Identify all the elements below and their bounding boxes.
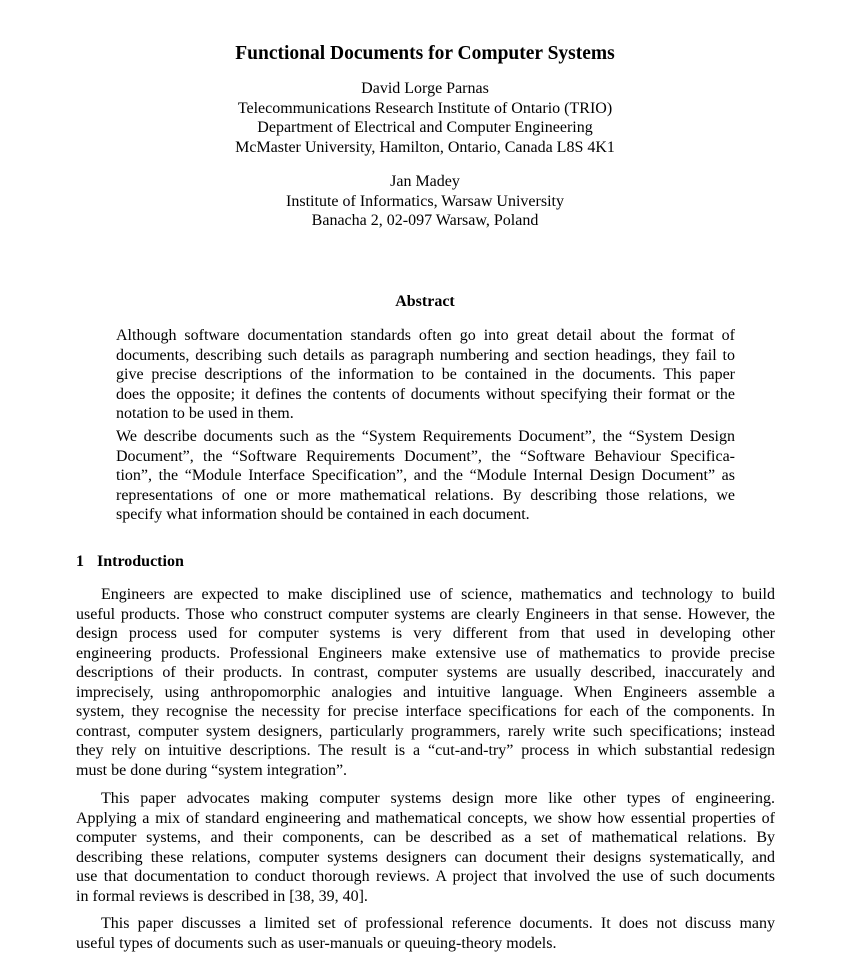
text-line: notation to be used in them. — [116, 405, 294, 422]
text-line: This paper advocates making computer systems design more like other types of engineering. — [101, 790, 775, 807]
text-line: does the opposite; it defines the contents of documents without specifying their format or the — [116, 385, 735, 403]
text-line: contrast, computer system designers, particularly programmers, rarely write such specifications; instead — [76, 722, 775, 740]
text-line: useful types of documents such as user-manuals or queuing-theory models. — [76, 934, 557, 952]
body-paragraph — [76, 914, 775, 953]
author-name: David Lorge Parnas — [361, 80, 489, 97]
text-line: We describe documents such as the “System Requirements Document”, the “System Design — [116, 428, 735, 445]
author-block-parnas — [0, 79, 850, 157]
author-name: Jan Madey — [390, 173, 460, 190]
text-line: imprecisely, using anthropomorphic analogies and intuitive language. When Engineers assemble a — [76, 683, 775, 701]
text-line: in formal reviews is described in [38, 39, 40]. — [76, 887, 368, 905]
text-line: representations of one or more mathematical relations. By describing those relations, we — [116, 486, 735, 504]
section-heading-introduction — [76, 552, 184, 572]
author-affiliation: Department of Electrical and Computer Engineering — [257, 119, 593, 136]
text-line: Although software documentation standards often go into great detail about the format of — [116, 327, 735, 344]
text-line: computer systems, and their components, can be described as a set of mathematical relations. By — [76, 829, 775, 846]
text-line: Engineers are expected to make disciplined use of science, mathematics and technology to build — [101, 586, 775, 603]
author-affiliation: Banacha 2, 02-097 Warsaw, Poland — [311, 212, 539, 229]
author-block-madey — [0, 172, 850, 231]
text-line: they rely on intuitive descriptions. The result is a “cut-and-try” process in which substantial redesign — [76, 742, 775, 759]
text-line: system, they recognise the necessity for precise interface specifications for each of the components. In — [76, 703, 775, 720]
body-paragraph — [76, 585, 775, 780]
author-affiliation: Telecommunications Research Institute of Ontario (TRIO) — [237, 99, 613, 117]
section-number: 1 — [76, 553, 84, 570]
author-affiliation: McMaster University, Hamilton, Ontario, Canada L8S 4K1 — [235, 138, 615, 156]
abstract-paragraph — [116, 427, 735, 525]
text-line: use that documentation to conduct thorough reviews. A project that involved the use of such documents — [76, 868, 775, 885]
paper-title: Functional Documents for Computer Systems — [235, 43, 615, 64]
abstract-paragraph — [116, 326, 735, 424]
text-line: This paper discusses a limited set of professional reference documents. It does not discuss many — [101, 915, 775, 932]
text-line: give precise descriptions of the information to be contained in the documents. This paper — [116, 366, 735, 383]
text-line: tion”, the “Module Interface Specification”, and the “Module Internal Design Document” as — [116, 467, 735, 484]
text-line: useful products. Those who construct computer systems are clearly Engineers in that sense. However, the — [76, 605, 775, 623]
text-line: specify what information should be contained in each document. — [116, 506, 530, 523]
text-line: Applying a mix of standard engineering and mathematical concepts, we show how essential properties of — [76, 809, 775, 827]
text-line: must be done during “system integration”. — [76, 761, 348, 779]
abstract-heading: Abstract — [395, 293, 455, 310]
text-line: documents, describing such details as paragraph numbering and section headings, they fail to — [116, 346, 735, 364]
author-affiliation: Institute of Informatics, Warsaw University — [286, 192, 564, 210]
text-line: design process used for computer systems is very different from that used in developing other — [76, 625, 775, 642]
text-line: Document”, the “Software Requirements Document”, the “Software Behaviour Specifica- — [116, 447, 735, 465]
text-line: descriptions of their products. In contrast, computer systems are usually described, inaccurately and — [76, 664, 775, 681]
text-line: describing these relations, computer systems designers can document their designs systematically, and — [76, 848, 775, 866]
text-line: engineering products. Professional Engineers make extensive use of mathematics to provide precise — [76, 644, 775, 662]
body-paragraph — [76, 789, 775, 906]
section-title: Introduction — [97, 553, 184, 570]
